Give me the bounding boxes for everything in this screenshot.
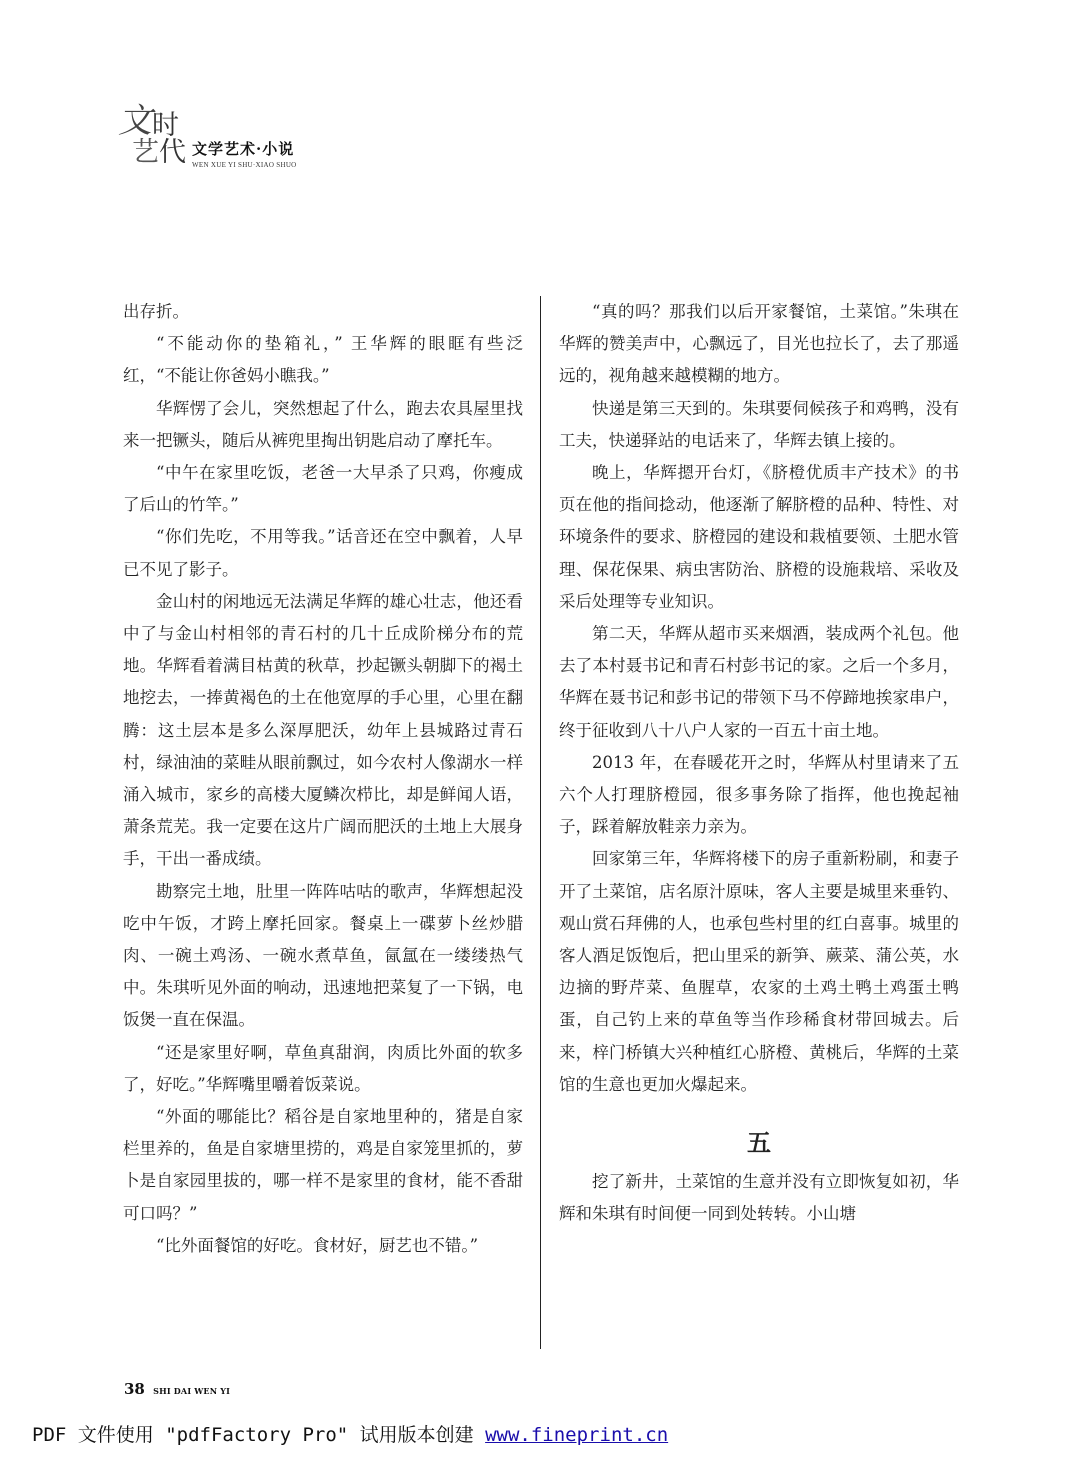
paragraph: “外面的哪能比？稻谷是自家地里种的，猪是自家栏里养的，鱼是自家塘里捞的，鸡是自家笼里抓的，萝卜是自家园里拔的，哪一样不是家里的食材，能不香甜可口吗？” xyxy=(123,1107,523,1223)
paragraph: “中午在家里吃饭，老爸一大早杀了只鸡，你瘦成了后山的竹竿。” xyxy=(123,463,523,515)
logo-char-wen: 文 xyxy=(118,101,152,141)
paragraph: 快递是第三天到的。朱琪要伺候孩子和鸡鸭，没有工夫，快递驿站的电话来了，华辉去镇上接的。 xyxy=(559,398,959,450)
paragraph: 晚上，华辉摁开台灯，《脐橙优质丰产技术》的书页在他的指间捻动，他逐渐了解脐橙的品种、特性、对环境条件的要求、脐橙园的建设和栽植要领、土肥水管理、保花保果、病虫害防治、脐橙的设施栽培、采收及采后处理等专业知识。 xyxy=(559,463,959,611)
left-column xyxy=(123,296,523,1262)
watermark-link[interactable]: www.fineprint.cn xyxy=(485,1424,669,1446)
logo-char-yi: 艺 xyxy=(132,137,159,168)
logo-char-shi: 时 xyxy=(152,110,179,141)
paragraph: 金山村的闲地远无法满足华辉的雄心壮志，他还看中了与金山村相邻的青石村的几十丘成阶梯分布的荒地。华辉看着满目枯黄的秋草，抄起镢头朝脚下的褐土地挖去，一捧黄褐色的土在他宽厚的手心里，心里在翻腾：这土层本是多么深厚肥沃，幼年上县城路过青石村，绿油油的菜畦从眼前飘过，如今农村人像湖水一样涌入城市，家乡的高楼大厦鳞次栉比，却是鲜闻人语，萧条荒芜。我一定要在这片广阔而肥沃的土地上大展身手，干出一番成绩。 xyxy=(123,591,523,869)
paragraph: “比外面餐馆的好吃。食材好，厨艺也不错。” xyxy=(156,1235,479,1255)
journal-logo xyxy=(118,101,186,170)
pdf-watermark xyxy=(32,1420,668,1447)
paragraph: “不能动你的垫箱礼，” 王华辉的眼眶有些泛红，“不能让你爸妈小瞧我。” xyxy=(123,334,523,386)
paragraph: 回家第三年，华辉将楼下的房子重新粉刷，和妻子开了土菜馆，店名原汁原味，客人主要是城里来垂钓、观山赏石拜佛的人，也承包些村里的红白喜事。城里的客人酒足饭饱后，把山里采的新笋、蕨菜、蒲公英，水边摘的野芹菜、鱼腥草，农家的土鸡土鸭土鸡蛋土鸭蛋，自己钓上来的草鱼等当作珍稀食材带回城去。后来，梓门桥镇大兴种植红心脐橙、黄桃后，华辉的土菜馆的生意也更加火爆起来。 xyxy=(559,849,959,1094)
section-title: 文学艺术·小说 xyxy=(192,140,295,158)
page-footer xyxy=(124,1380,230,1398)
section-brand xyxy=(192,138,297,169)
watermark-text: PDF 文件使用 "pdfFactory Pro" 试用版本创建 xyxy=(32,1424,486,1446)
section-subtitle: WEN XUE YI SHU·XIAO SHUO xyxy=(192,161,297,169)
journal-header xyxy=(118,101,418,178)
right-column xyxy=(559,296,959,1230)
logo-char-dai: 代 xyxy=(159,137,186,168)
page-number: 38 xyxy=(124,1380,145,1398)
paragraph: 勘察完土地，肚里一阵阵咕咕的歌声，华辉想起没吃中午饭，才跨上摩托回家。餐桌上一碟萝卜丝炒腊肉、一碗土鸡汤、一碗水煮草鱼，氤氲在一缕缕热气中。朱琪听见外面的响动，迅速地把菜复了一下锅，电饭煲一直在保温。 xyxy=(123,881,523,1030)
magazine-name: SHI DAI WEN YI xyxy=(153,1386,231,1396)
paragraph: 出存折。 xyxy=(123,302,189,321)
paragraph: 华辉愣了会儿，突然想起了什么，跑去农具屋里找来一把镢头，随后从裤兜里掏出钥匙启动了摩托车。 xyxy=(123,398,523,450)
paragraph: “你们先吃，不用等我。”话音还在空中飘着，人早已不见了影子。 xyxy=(123,527,523,579)
paragraph: 2013 年，在春暖花开之时，华辉从村里请来了五六个人打理脐橙园，很多事务除了指挥，他也挽起袖子，踩着解放鞋亲力亲为。 xyxy=(559,752,959,837)
paragraph: 挖了新井，土菜馆的生意并没有立即恢复如初，华辉和朱琪有时间便一同到处转转。小山塘 xyxy=(559,1172,959,1224)
paragraph: “还是家里好啊，草鱼真甜润，肉质比外面的软多了，好吃。”华辉嘴里嚼着饭菜说。 xyxy=(123,1042,523,1094)
column-divider xyxy=(540,296,541,1349)
chapter-heading: 五 xyxy=(747,1128,771,1158)
paragraph: 第二天，华辉从超市买来烟酒，装成两个礼包。他去了本村聂书记和青石村彭书记的家。之后一个多月，华辉在聂书记和彭书记的带领下马不停蹄地挨家串户，终于征收到八十八户人家的一百五十亩土地。 xyxy=(559,624,959,740)
paragraph: “真的吗？那我们以后开家餐馆，土菜馆。”朱琪在华辉的赞美声中，心飘远了，目光也拉长了，去了那遥远的，视角越来越模糊的地方。 xyxy=(559,302,959,386)
